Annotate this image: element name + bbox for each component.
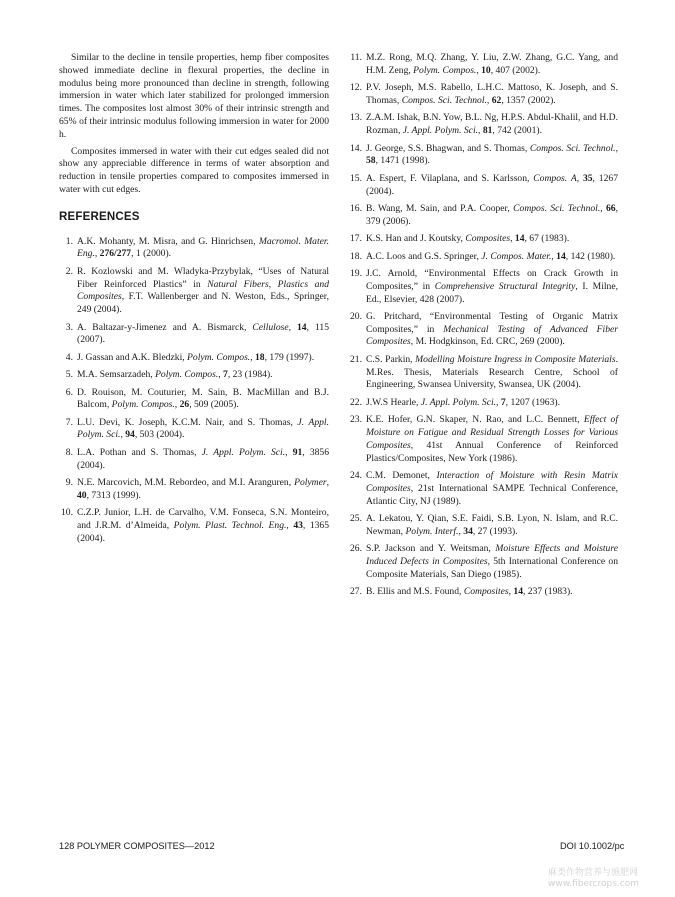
reference-text: R. Kozlowski and M. Wladyka-Przybylak, “Uses of Natural Fiber Reinforced Plastics” in Natural Fibers, Plastics and Composites, F.T. Wallenberger and N. Weston, Eds., Springer, 249 (2004). bbox=[77, 265, 330, 316]
reference-number: 9. bbox=[65, 477, 73, 489]
reference-text: B. Wang, M. Sain, and P.A. Cooper, Compos. Sci. Technol., 66, 379 (2006). bbox=[366, 202, 618, 227]
reference-item bbox=[348, 112, 618, 138]
reference-text: C.S. Parkin, Modelling Moisture Ingress in Composite Materials. M.Res. Thesis, Materials Research Centre, School of Engineering, Swansea University, Swansea, UK (2004). bbox=[366, 353, 618, 391]
reference-item bbox=[59, 447, 329, 473]
reference-item bbox=[59, 236, 329, 262]
reference-item bbox=[348, 52, 618, 78]
reference-text: C.Z.P. Junior, L.H. de Carvalho, V.M. Fonseca, S.N. Monteiro, and J.R.M. d’Almeida, Polym. Plast. Technol. Eng., 43, 1365 (2004). bbox=[77, 507, 330, 544]
reference-text: A. Baltazar-y-Jimenez and A. Bismarck, Cellulose, 14, 115 (2007). bbox=[77, 321, 329, 346]
reference-number: 21. bbox=[350, 353, 362, 365]
reference-number: 15. bbox=[350, 172, 362, 184]
reference-number: 11. bbox=[350, 52, 362, 63]
reference-number: 27. bbox=[350, 586, 362, 598]
reference-item bbox=[348, 82, 618, 108]
reference-number: 6. bbox=[65, 386, 73, 398]
watermark-line-1: 麻类作物营养与施肥网 bbox=[548, 868, 639, 878]
reference-number: 22. bbox=[350, 396, 362, 408]
references-heading: REFERENCES bbox=[59, 210, 140, 223]
reference-text: J. Gassan and A.K. Bledzki, Polym. Compos., 18, 179 (1997). bbox=[77, 351, 315, 363]
reference-item bbox=[59, 352, 329, 365]
reference-text: P.V. Joseph, M.S. Rabello, L.H.C. Mattoso, K. Joseph, and S. Thomas, Compos. Sci. Technol., 62, 1357 (2002). bbox=[366, 82, 618, 106]
right-column bbox=[348, 52, 618, 604]
reference-text: J.C. Arnold, “Environmental Effects on Crack Growth in Composites,” in Comprehensive Structural Integrity, I. Milne, Ed., Elsevier, 428 (2007). bbox=[366, 267, 618, 305]
reference-item bbox=[348, 354, 618, 392]
reference-item bbox=[59, 507, 329, 545]
reference-item bbox=[348, 397, 618, 410]
reference-text: S.P. Jackson and Y. Weitsman, Moisture Effects and Moisture Induced Defects in Composites, 5th International Conference on Composite Materials, San Diego (1985). bbox=[366, 543, 618, 580]
reference-number: 8. bbox=[65, 446, 73, 458]
reference-number: 24. bbox=[350, 470, 362, 482]
reference-text: C.M. Demonet, Interaction of Moisture with Resin Matrix Composites, 21st International SAMPE Technical Conference, Atlantic City, NJ (1989). bbox=[366, 470, 618, 507]
reference-item bbox=[348, 203, 618, 229]
reference-item bbox=[348, 233, 618, 246]
watermark-line-2: www.fibercrops.com bbox=[548, 879, 639, 889]
reference-text: L.A. Pothan and S. Thomas, J. Appl. Polym. Sci., 91, 3856 (2004). bbox=[77, 446, 330, 471]
reference-number: 20. bbox=[350, 310, 362, 322]
reference-text: A.C. Loos and G.S. Springer, J. Compos. Mater., 14, 142 (1980). bbox=[366, 250, 616, 262]
reference-number: 14. bbox=[350, 142, 362, 154]
reference-number: 25. bbox=[350, 513, 362, 525]
reference-number: 4. bbox=[65, 351, 73, 363]
reference-number: 5. bbox=[65, 369, 73, 381]
reference-item bbox=[348, 268, 618, 306]
reference-item bbox=[348, 143, 618, 169]
reference-item bbox=[348, 414, 618, 465]
reference-number: 12. bbox=[350, 82, 362, 94]
footer-page-info: 128 POLYMER COMPOSITES—2012 bbox=[59, 841, 215, 851]
references-list-left bbox=[59, 236, 329, 546]
reference-text: J. George, S.S. Bhagwan, and S. Thomas, Compos. Sci. Technol., 58, 1471 (1998). bbox=[366, 142, 618, 167]
reference-item bbox=[348, 173, 618, 199]
reference-number: 1. bbox=[65, 235, 73, 247]
reference-item bbox=[348, 470, 618, 508]
watermark bbox=[548, 868, 639, 890]
reference-text: M.A. Semsarzadeh, Polym. Compos., 7, 23 (1984). bbox=[77, 369, 273, 381]
left-column bbox=[59, 52, 329, 550]
reference-number: 16. bbox=[350, 202, 362, 214]
reference-item bbox=[59, 477, 329, 503]
reference-text: M.Z. Rong, M.Q. Zhang, Y. Liu, Z.W. Zhang, G.C. Yang, and H.M. Zeng, Polym. Compos., 10, 407 (2002). bbox=[366, 52, 618, 76]
reference-item bbox=[59, 417, 329, 443]
reference-item bbox=[59, 387, 329, 413]
reference-number: 2. bbox=[65, 265, 73, 277]
reference-text: J.W.S Hearle, J. Appl. Polym. Sci., 7, 1207 (1963). bbox=[366, 396, 560, 408]
reference-number: 10. bbox=[61, 507, 73, 519]
reference-number: 23. bbox=[350, 414, 362, 426]
reference-text: K.S. Han and J. Koutsky, Composites, 14, 67 (1983). bbox=[366, 233, 570, 245]
reference-text: G. Pritchard, “Environmental Testing of Organic Matrix Composites,” in Mechanical Testing of Advanced Fiber Composites, M. Hodgkinson, Ed. CRC, 269 (2000). bbox=[366, 310, 618, 348]
reference-text: A.K. Mohanty, M. Misra, and G. Hinrichsen, Macromol. Mater. Eng., 276/277, 1 (2000). bbox=[77, 235, 329, 260]
references-list-right bbox=[348, 52, 618, 599]
footer-doi: DOI 10.1002/pc bbox=[560, 841, 625, 851]
reference-text: A. Lekatou, Y. Qian, S.E. Faidi, S.B. Lyon, N. Islam, and R.C. Newman, Polym. Interf., 34, 27 (1993). bbox=[366, 513, 618, 537]
reference-item bbox=[59, 369, 329, 382]
reference-number: 18. bbox=[350, 250, 362, 262]
reference-text: B. Ellis and M.S. Found, Composites, 14, 237 (1983). bbox=[366, 586, 573, 598]
reference-item bbox=[59, 322, 329, 348]
reference-text: D. Rouison, M. Couturier, M. Sain, B. MacMillan and B.J. Balcom, Polym. Compos., 26, 509 (2005). bbox=[77, 386, 329, 411]
reference-item bbox=[348, 543, 618, 581]
body-paragraph-1: Similar to the decline in tensile properties, hemp fiber composites showed immediate decline in flexural properties, the decline in modulus being more pronounced than decline in strength, following immersion in water which later stabilized for prolonged immersion times. The composites lost almost 30% of their intrinsic strength and 65% of their intrinsic modulus following immersion in water for 2000 h. bbox=[59, 52, 329, 140]
reference-number: 13. bbox=[350, 112, 362, 124]
reference-item bbox=[348, 513, 618, 539]
body-paragraph-2: Composites immersed in water with their cut edges sealed did not show any appreciable difference in terms of water absorption and reduction in tensile properties compared to composites immersed in water with cut edges. bbox=[59, 145, 329, 195]
reference-number: 7. bbox=[65, 416, 73, 428]
reference-text: K.E. Hofer, G.N. Skaper, N. Rao, and L.C. Bennett, Effect of Moisture on Fatigue and Residual Strength Losses for Various Composites, 41st Annual Conference of Reinforced Plastics/Composites, New York (1986). bbox=[366, 414, 618, 464]
reference-item bbox=[348, 586, 618, 599]
reference-number: 17. bbox=[350, 233, 362, 245]
reference-number: 3. bbox=[65, 321, 73, 333]
reference-number: 19. bbox=[350, 267, 362, 279]
reference-item bbox=[348, 251, 618, 264]
reference-item bbox=[348, 311, 618, 349]
reference-number: 26. bbox=[350, 543, 362, 555]
reference-text: N.E. Marcovich, M.M. Rebordeo, and M.I. Aranguren, Polymer, 40, 7313 (1999). bbox=[77, 477, 329, 501]
reference-text: L.U. Devi, K. Joseph, K.C.M. Nair, and S. Thomas, J. Appl. Polym. Sci., 94, 503 (2004). bbox=[77, 416, 329, 441]
reference-item bbox=[59, 266, 329, 317]
reference-text: Z.A.M. Ishak, B.N. Yow, B.L. Ng, H.P.S. Abdul-Khalil, and H.D. Rozman, J. Appl. Polym. Sci., 81, 742 (2001). bbox=[366, 112, 618, 137]
reference-text: A. Espert, F. Vilaplana, and S. Karlsson, Compos. A, 35, 1267 (2004). bbox=[366, 172, 618, 197]
